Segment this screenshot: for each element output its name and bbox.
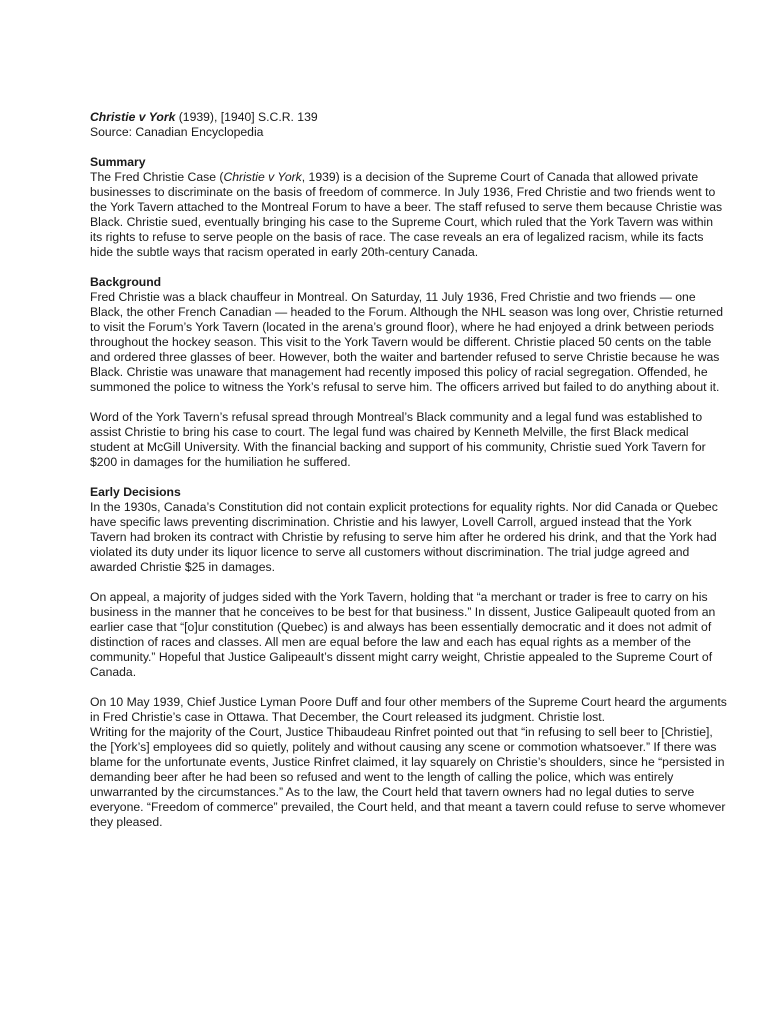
case-citation: (1939), [1940] S.C.R. 139: [175, 110, 318, 124]
case-name-italic: Christie v York: [223, 170, 302, 184]
case-citation-line: [90, 110, 728, 125]
source-line: Source: Canadian Encyclopedia: [90, 125, 264, 139]
early-decisions-paragraph-1: In the 1930s, Canada’s Constitution did not contain explicit protections for equality rights. Nor did Canada or Quebec have specific laws preventing discrimination. Christie and his lawyer, Lovell Carroll, argued instead that the York Tavern had broken its contract with Christie by refusing to serve him after he ordered his drink, and that the York had violated its duty under its liquor licence to serve all customers without discrimination. The trial judge agreed and awarded Christie $25 in damages.: [90, 500, 718, 574]
early-decisions-paragraph-4: Writing for the majority of the Court, Justice Thibaudeau Rinfret pointed out that “in refusing to sell beer to [Christie], the [York’s] employees did so quietly, politely and without causing any scene or commotion whatsoever.” If there was blame for the unfortunate events, Justice Rinfret claimed, it lay squarely on Christie’s shoulders, since he “persisted in demanding beer after he had been so refused and went to the length of calling the police, which was entirely unwarranted by the circumstances.” As to the law, the Court held that tavern owners had no legal duties to serve everyone. “Freedom of commerce” prevailed, the Court held, and that meant a tavern could refuse to serve whomever they pleased.: [90, 725, 726, 829]
early-decisions-paragraph-3: On 10 May 1939, Chief Justice Lyman Poore Duff and four other members of the Supreme Court heard the arguments in Fred Christie’s case in Ottawa. That December, the Court released its judgment. Christie lost.: [90, 695, 727, 724]
background-paragraph-2: Word of the York Tavern’s refusal spread through Montreal’s Black community and a legal fund was established to assist Christie to bring his case to court. The legal fund was chaired by Kenneth Melville, the first Black medical student at McGill University. With the financial backing and support of his community, Christie sued York Tavern for $200 in damages for the humiliation he suffered.: [90, 410, 706, 469]
early-decisions-heading: Early Decisions: [90, 485, 181, 499]
background-heading: Background: [90, 275, 162, 289]
summary-paragraph: The Fred Christie Case (Christie v York, 1939) is a decision of the Supreme Court of Canada that allowed private businesses to discriminate on the basis of freedom of commerce. In July 1936, Fred Christie and two friends went to the York Tavern attached to the Montreal Forum to have a beer. The staff refused to serve them because Christie was Black. Christie sued, eventually bringing his case to the Supreme Court, which ruled that the York Tavern was within its rights to refuse to serve people on the basis of race. The case reveals an era of legalized racism, while its facts hide the subtle ways that racism operated in early 20th-century Canada.: [90, 170, 723, 259]
background-paragraph-1: Fred Christie was a black chauffeur in Montreal. On Saturday, 11 July 1936, Fred Christie and two friends — one Black, the other French Canadian — headed to the Forum. Although the NHL season was long over, Christie returned to visit the Forum’s York Tavern (located in the arena’s ground floor), where he had enjoyed a drink between periods throughout the hockey season. This visit to the York Tavern would be different. Christie placed 50 cents on the table and ordered three glasses of beer. However, both the waiter and bartender refused to serve Christie because he was Black. Christie was unaware that management had recently imposed this policy of racial segregation. Offended, he summoned the police to witness the York’s refusal to serve him. The officers arrived but failed to do anything about it.: [90, 290, 723, 394]
summary-heading: Summary: [90, 155, 146, 169]
case-name: Christie v York: [90, 110, 176, 124]
early-decisions-paragraph-2: On appeal, a majority of judges sided with the York Tavern, holding that “a merchant or trader is free to carry on his business in the manner that he conceives to be best for that business.” In dissent, Justice Galipeault quoted from an earlier case that “[o]ur constitution (Quebec) is and always has been essentially democratic and it does not admit of distinction of races and classes. All men are equal before the law and each has equal rights as a member of the community.” Hopeful that Justice Galipeault’s dissent might carry weight, Christie appealed to the Supreme Court of Canada.: [90, 590, 716, 679]
